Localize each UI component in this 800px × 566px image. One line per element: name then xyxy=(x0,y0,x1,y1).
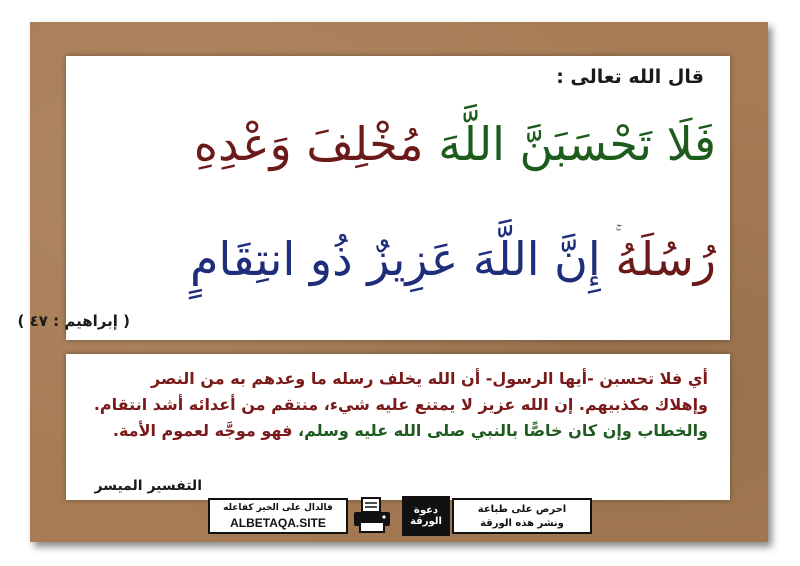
intro-text: قال الله تعالى : xyxy=(556,66,704,88)
verse-line-1-part-1: فَلَا تَحْسَبَنَّ اللَّهَ xyxy=(438,117,716,171)
footer-motto: فالدال على الخير كفاعله xyxy=(223,503,333,513)
verse-panel xyxy=(17,56,730,340)
site-link[interactable]: ALBETAQA.SITE xyxy=(230,516,326,530)
verse-line-1 xyxy=(80,114,716,174)
verse-line-2 xyxy=(80,206,716,289)
verse-line-2-part-1: رُسُلَهُ xyxy=(615,232,716,286)
source-label: التفسير الميسر xyxy=(94,478,202,494)
tafsir-panel xyxy=(66,354,730,500)
tafsir-line-3 xyxy=(78,418,708,444)
print-notice-box xyxy=(452,498,592,534)
footer-bar xyxy=(208,496,594,536)
tafsir-line-3-part-1: والخطاب وإن كان خاصًّا بالنبي صلى الله عليه وسلم، xyxy=(298,421,708,440)
printer-icon xyxy=(350,496,394,536)
verse-line-2-part-2: إِنَّ اللَّهَ عَزِيزٌ ذُو انتِقَامٍ xyxy=(190,232,601,286)
print-notice-line-1: احرص على طباعة xyxy=(477,504,567,515)
tafsir-line-3-part-2: فهو موجَّه لعموم الأمة. xyxy=(112,421,293,440)
tafsir-text xyxy=(78,366,708,444)
dawa-logo xyxy=(402,496,450,536)
verse-line-1-part-2: مُخْلِفَ وَعْدِهِ xyxy=(193,117,424,171)
verse-reference: ( إبراهيم : ٤٧ ) xyxy=(17,312,130,330)
tafsir-line-1: أي فلا تحسبن -أيها الرسول- أن الله يخلف رسله ما وعدهم به من النصر xyxy=(151,369,708,388)
print-notice-line-2: ونشر هذه الورقة xyxy=(480,518,564,529)
site-box xyxy=(208,498,348,534)
logo-text: دعوة الورقة xyxy=(410,505,442,527)
tafsir-line-2: وإهلاك مكذبيهم. إن الله عزيز لا يمتنع عليه شيء، منتقم من أعدائه أشد انتقام. xyxy=(93,395,708,414)
